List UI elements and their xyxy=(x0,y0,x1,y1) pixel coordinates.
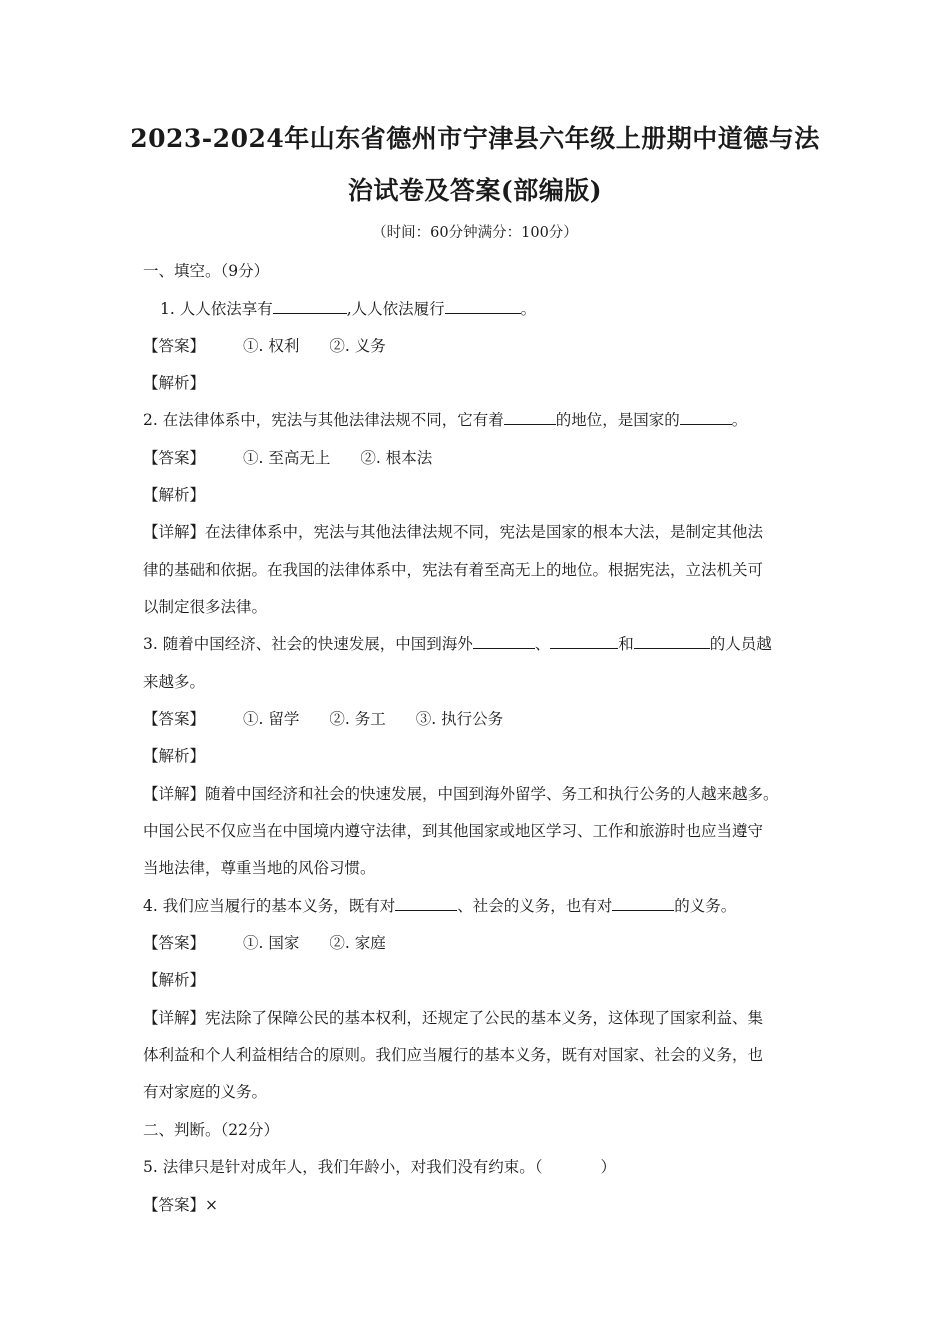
answer-item: ②. 根本法 xyxy=(360,449,433,467)
blank xyxy=(445,297,521,314)
section-heading-fill-blank: 一、填空。（9分） xyxy=(143,262,270,280)
answer-item: ①. 留学 xyxy=(243,710,300,728)
question-5-text-b: ） xyxy=(600,1158,616,1176)
question-4-text-a: 4. 我们应当履行的基本义务，既有对 xyxy=(143,897,396,915)
detail-line: 以制定很多法律。 xyxy=(143,598,268,616)
detail-label: 【详解】 xyxy=(143,523,206,541)
answer-item: ②. 义务 xyxy=(329,337,386,355)
blank xyxy=(550,632,618,649)
question-1-text-b: ,人人依法履行 xyxy=(346,300,445,318)
detail-text: 随着中国经济和社会的快速发展，中国到海外留学、务工和执行公务的人越来越多。 xyxy=(205,785,779,803)
blank xyxy=(634,632,710,649)
answer-item: ①. 至高无上 xyxy=(243,449,331,467)
question-3-text-b: 的人员越 xyxy=(709,635,772,653)
detail-line: 中国公民不仅应当在中国境内遵守法律，到其他国家或地区学习、工作和旅游时也应当遵守 xyxy=(143,822,764,840)
question-1 xyxy=(160,297,828,321)
detail-line: 当地法律，尊重当地的风俗习惯。 xyxy=(143,859,376,877)
section-heading-judgment: 二、判断。（22分） xyxy=(143,1121,279,1139)
answer-item: × xyxy=(205,1196,219,1214)
answer-row xyxy=(143,446,811,470)
answer-row xyxy=(143,707,811,731)
question-3-text-a: 3. 随着中国经济、社会的快速发展，中国到海外 xyxy=(143,635,473,653)
detail-line: 体利益和个人利益相结合的原则。我们应当履行的基本义务，既有对国家、社会的义务，也 xyxy=(143,1046,764,1064)
blank xyxy=(273,297,347,314)
blank xyxy=(680,408,732,425)
question-4 xyxy=(143,894,811,918)
answer-label: 【答案】 xyxy=(143,1196,206,1214)
question-3 xyxy=(143,632,811,656)
detail-label: 【详解】 xyxy=(143,1009,206,1027)
document-title-line-2: 治试卷及答案(部编版) xyxy=(347,176,603,205)
answer-item: ②. 务工 xyxy=(329,710,386,728)
question-3-sep: 和 xyxy=(618,635,634,653)
detail-line xyxy=(143,782,811,806)
detail-text: 宪法除了保障公民的基本权利，还规定了公民的基本义务，这体现了国家利益、集 xyxy=(205,1009,764,1027)
blank xyxy=(395,894,457,911)
answer-row xyxy=(143,1193,811,1217)
detail-line xyxy=(143,1006,811,1030)
exam-time-score: （时间：60分钟满分：100分） xyxy=(372,225,578,241)
question-1-text-c: 。 xyxy=(520,300,537,318)
document-title-line-1: 2023-2024年山东省德州市宁津县六年级上册期中道德与法 xyxy=(130,124,820,153)
question-2-text-c: 。 xyxy=(731,411,748,429)
answer-item: ②. 家庭 xyxy=(329,934,386,952)
answer-row xyxy=(143,334,811,358)
analysis-label: 【解析】 xyxy=(143,374,206,392)
detail-label: 【详解】 xyxy=(143,785,206,803)
answer-item: ①. 权利 xyxy=(243,337,300,355)
question-5 xyxy=(143,1155,811,1179)
answer-item: ③. 执行公务 xyxy=(415,710,504,728)
detail-text: 在法律体系中，宪法与其他法律法规不同，宪法是国家的根本大法，是制定其他法 xyxy=(205,523,764,541)
analysis-label: 【解析】 xyxy=(143,971,206,989)
detail-line: 有对家庭的义务。 xyxy=(143,1083,268,1101)
question-2-text-b: 的地位，是国家的 xyxy=(555,411,680,429)
detail-line: 律的基础和依据。在我国的法律体系中，宪法有着至高无上的地位。根据宪法，立法机关可 xyxy=(143,561,764,579)
answer-label: 【答案】 xyxy=(143,934,206,952)
analysis-label: 【解析】 xyxy=(143,747,206,765)
blank xyxy=(504,408,556,425)
question-4-text-c: 的义务。 xyxy=(674,897,737,915)
question-4-text-b: 、社会的义务，也有对 xyxy=(457,897,613,915)
question-2-text-a: 2. 在法律体系中，宪法与其他法律法规不同，它有着 xyxy=(143,411,504,429)
question-5-text-a: 5. 法律只是针对成年人，我们年龄小，对我们没有约束。（ xyxy=(143,1158,543,1176)
analysis-label: 【解析】 xyxy=(143,486,206,504)
question-3-sep: 、 xyxy=(534,635,551,653)
answer-label: 【答案】 xyxy=(143,337,206,355)
detail-line xyxy=(143,520,811,544)
question-1-text-a: 1. 人人依法享有 xyxy=(160,300,273,318)
answer-row xyxy=(143,931,811,955)
blank xyxy=(612,894,674,911)
question-2 xyxy=(143,408,811,432)
answer-item: ①. 国家 xyxy=(243,934,300,952)
blank xyxy=(473,632,535,649)
question-3-line-2: 来越多。 xyxy=(143,673,206,691)
answer-label: 【答案】 xyxy=(143,710,206,728)
answer-label: 【答案】 xyxy=(143,449,206,467)
